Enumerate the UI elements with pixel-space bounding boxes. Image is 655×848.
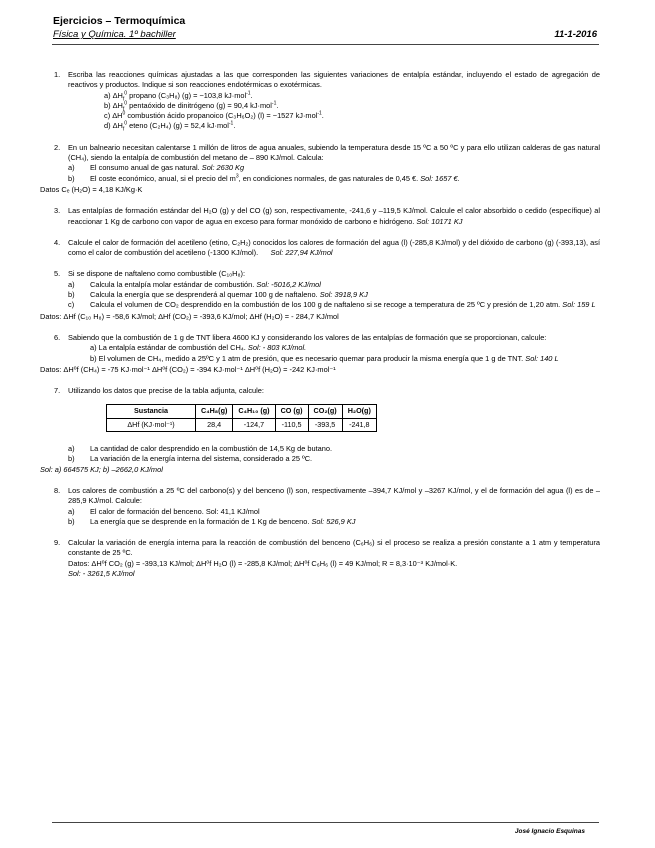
table-row (107, 418, 377, 431)
exercise-2 (40, 142, 600, 195)
exercise-9 (54, 538, 600, 579)
exercise-text: Sabiendo que la combustión de 1 g de TNT libera 4600 KJ y considerando los valores de las entalpías de formación que se proporcionan, calcule: (68, 332, 547, 342)
exercise-number: 9. (54, 538, 61, 548)
exercise-3 (54, 206, 600, 227)
footer-rule (52, 822, 599, 823)
exercise-4 (54, 238, 600, 259)
solution: Sol: - 803 KJ/mol. (247, 343, 307, 353)
solution: Sol: 2630 Kg (201, 163, 245, 173)
item-a: a) Calcula la entalpía molar estándar de combustión. Sol: -5016,2 KJ/mol (68, 279, 321, 289)
exercise-number: 1. (54, 70, 61, 79)
table-header-row (107, 405, 377, 418)
exercise-text: Si se dispone de naftaleno como combustible (C₁₀H₈): (68, 269, 246, 279)
exercise-text: Calcule el calor de formación del acetileno (etino, C₂H₂) conocidos los calores de formación del agua (l) (-285,8 KJ/mol) y del dióxido de carbono (g) (-393,13), así como el calor de combustión del acetileno (-1300 KJ/mol). (68, 237, 600, 258)
exercise-number: 4. (54, 237, 61, 247)
item-a: a) El calor de formación del benceno. Sol: 41,1 KJ/mol (68, 506, 260, 516)
exercise-number: 3. (54, 206, 61, 216)
item-b: b) Calcula la energía que se desprenderá al quemar 100 g de naftaleno. Sol: 3918,9 KJ (68, 290, 368, 300)
exercise-text: Los calores de combustión a 25 ºC del carbono(s) y del benceno (l) son, respectivamente –394,7 KJ/mol y –3267 KJ/mol, y el de formación del agua (l) es de –285,9 KJ/mol. Calcule: (68, 485, 600, 506)
solution: Sol: 227,94 KJ/mol (270, 248, 333, 258)
item-a: a) La cantidad de calor desprendido en la combustión de 14,5 Kg de butano. (68, 444, 333, 454)
exercise-list (40, 70, 600, 590)
table-cell: -241,8 (342, 418, 376, 431)
item-c: c) $\Delta H^0$ combustión ácido propanoico (C₃H₆O₂) (l) = −1527 kJ·mol$^{-1}$. (104, 110, 324, 121)
solution: Sol: 3918,9 KJ (319, 290, 368, 300)
item-a: a) El consumo anual de gas natural. Sol: 2630 Kg (68, 163, 245, 173)
exercise-1 (54, 70, 600, 132)
item-c: c) Calcula el volumen de CO₂ desprendido en la combustión de los 100 g de naftaleno si se recoge a temperatura de 25 ºC y presión de 1,20 atm. Sol: 159 L (68, 300, 596, 310)
data-line: Datos: ΔH⁰f CO₂ (g) = -393,13 KJ/mol; ΔH⁰f H₂O (l) = -285,8 KJ/mol; ΔH⁰f C₆H₆ (l) = 49 KJ/mol; R = 8,3·10⁻³ KJ/mol·K. (68, 558, 458, 568)
table-cell: 28,4 (196, 418, 233, 431)
solution: Sol: 159 L (562, 300, 596, 310)
exercise-6 (40, 332, 600, 375)
exercise-number: 2. (54, 142, 61, 152)
exercise-number: 7. (54, 386, 61, 396)
solution: Sol: a) 664575 KJ; b) –2662,0 KJ/mol (40, 464, 163, 474)
header-title: Ejercicios – Termoquímica (53, 15, 186, 27)
solution: Sol: -5016,2 KJ/mol (256, 279, 321, 289)
table-header: C₄H₈(g) (196, 405, 233, 418)
item-b: b) $\Delta H_f^0$ pentaóxido de dinitrógeno (g) = 90,4 kJ·mol$^{-1}$. (104, 100, 279, 113)
table-cell: -393,5 (308, 418, 342, 431)
item-b: b) La energía que se desprende en la formación de 1 Kg de benceno. Sol: 526,9 KJ (68, 516, 356, 526)
data-line: Datos: ΔHf (C₁₀ H₈) = -58,6 KJ/mol; ΔHf (CO₂) = -393,6 KJ/mol; ΔHf (H₂O) = - 284,7 KJ/mol (40, 311, 339, 321)
table-cell: -110,5 (275, 418, 308, 431)
header-rule (52, 44, 599, 45)
table-cell: ΔHf (KJ·mol⁻¹) (107, 418, 196, 431)
table-header: CO₂(g) (308, 405, 342, 418)
solution: Sol: 1657 €. (420, 173, 460, 183)
exercise-number: 6. (54, 332, 61, 342)
solution: Sol: 10171 KJ (416, 216, 463, 226)
exercise-text: En un balneario necesitan calentarse 1 millón de litros de agua anuales, subiendo la temperatura desde 15 ºC a 50 ºC y para ello utilizan calderas de gas natural (CH₄), siendo la entalpía de combustión del metano de – 890 KJ/mol. Calcula: (68, 142, 600, 163)
enthalpy-table (106, 404, 377, 432)
exercise-text: Escriba las reacciones químicas ajustadas a las que corresponden las siguientes variaciones de entalpía estándar, incluyendo el estado de agregación de reactivos y productos. Indique si son reacciones endotérmicas o exotérmicas. (68, 70, 600, 90)
exercise-number: 8. (54, 485, 61, 495)
item-b: b) El volumen de CH₄, medido a 25ºC y 1 atm de presión, que es necesario quemar para producir la misma energía que 1 g de TNT. Sol: 140 L (90, 353, 559, 363)
exercise-8 (54, 486, 600, 527)
exercise-text: Las entalpías de formación estándar del H₂O (g) y del CO (g) son, respectivamente, -241,6 y –119,5 KJ/mol. Calcule el calor absorbido o cedido (específique) al reaccionar 1 Kg de carbono con vapor de agua en exceso para formar monóxido de carbono e hidrógeno. (68, 206, 600, 226)
data-line: Datos Cₑ (H₂O) = 4,18 KJ/Kg·K (40, 184, 143, 194)
item-a: a) La entalpía estándar de combustión del CH₄. Sol: - 803 KJ/mol. (90, 343, 307, 353)
exercise-text: Utilizando los datos que precise de la tabla adjunta, calcule: (68, 386, 264, 396)
item-b: b) El coste económico, anual, si el precio del $m^3$, en condiciones normales, de gas naturales de 0,45 €. Sol: 1657 €. (68, 173, 460, 183)
table-header: CO (g) (275, 405, 308, 418)
table-cell: -124,7 (233, 418, 275, 431)
exercise-text: Calcular la variación de energía interna para la reacción de combustión del benceno (C₆H₆) si el proceso se realiza a presión constante a 1 atm y temperatura constante de 25 ºC. (68, 538, 600, 558)
item-b: b) La variación de la energía interna del sistema, considerado a 25 ºC. (68, 454, 313, 464)
item-a: a) $\Delta H_f^0$ propano (C₃H₈) (g) = −103,8 kJ·mol$^{-1}$. (104, 90, 253, 103)
subject-name: Física y Química (53, 29, 124, 40)
solution: Sol: - 3261,5 KJ/mol (68, 568, 135, 578)
table-header: C₄H₁₀ (g) (233, 405, 275, 418)
footer-author: José Ignacio Esquinas (514, 828, 585, 835)
data-line: Datos: ΔH⁰f (CH₄) = -75 KJ·mol⁻¹ ΔH⁰f (CO₂) = -394 KJ·mol⁻¹ ΔH⁰f (H₂O) = -242 KJ·mol⁻¹ (40, 364, 336, 374)
solution: Sol: 140 L (525, 353, 559, 363)
solution: Sol: 526,9 KJ (311, 516, 356, 526)
header-date: 11-1-2016 (554, 29, 597, 40)
exercise-7 (40, 386, 600, 475)
course-name: . 1º bachiller (123, 29, 176, 40)
exercise-number: 5. (54, 269, 61, 279)
header-subject (53, 29, 176, 40)
table-header: Sustancia (107, 405, 196, 418)
item-d: d) $\Delta H_f^0$ eteno (C₂H₄) (g) = 52,4 kJ·mol$^{-1}$. (104, 121, 236, 133)
exercise-5 (40, 269, 600, 321)
table-header: H₂O(g) (342, 405, 376, 418)
